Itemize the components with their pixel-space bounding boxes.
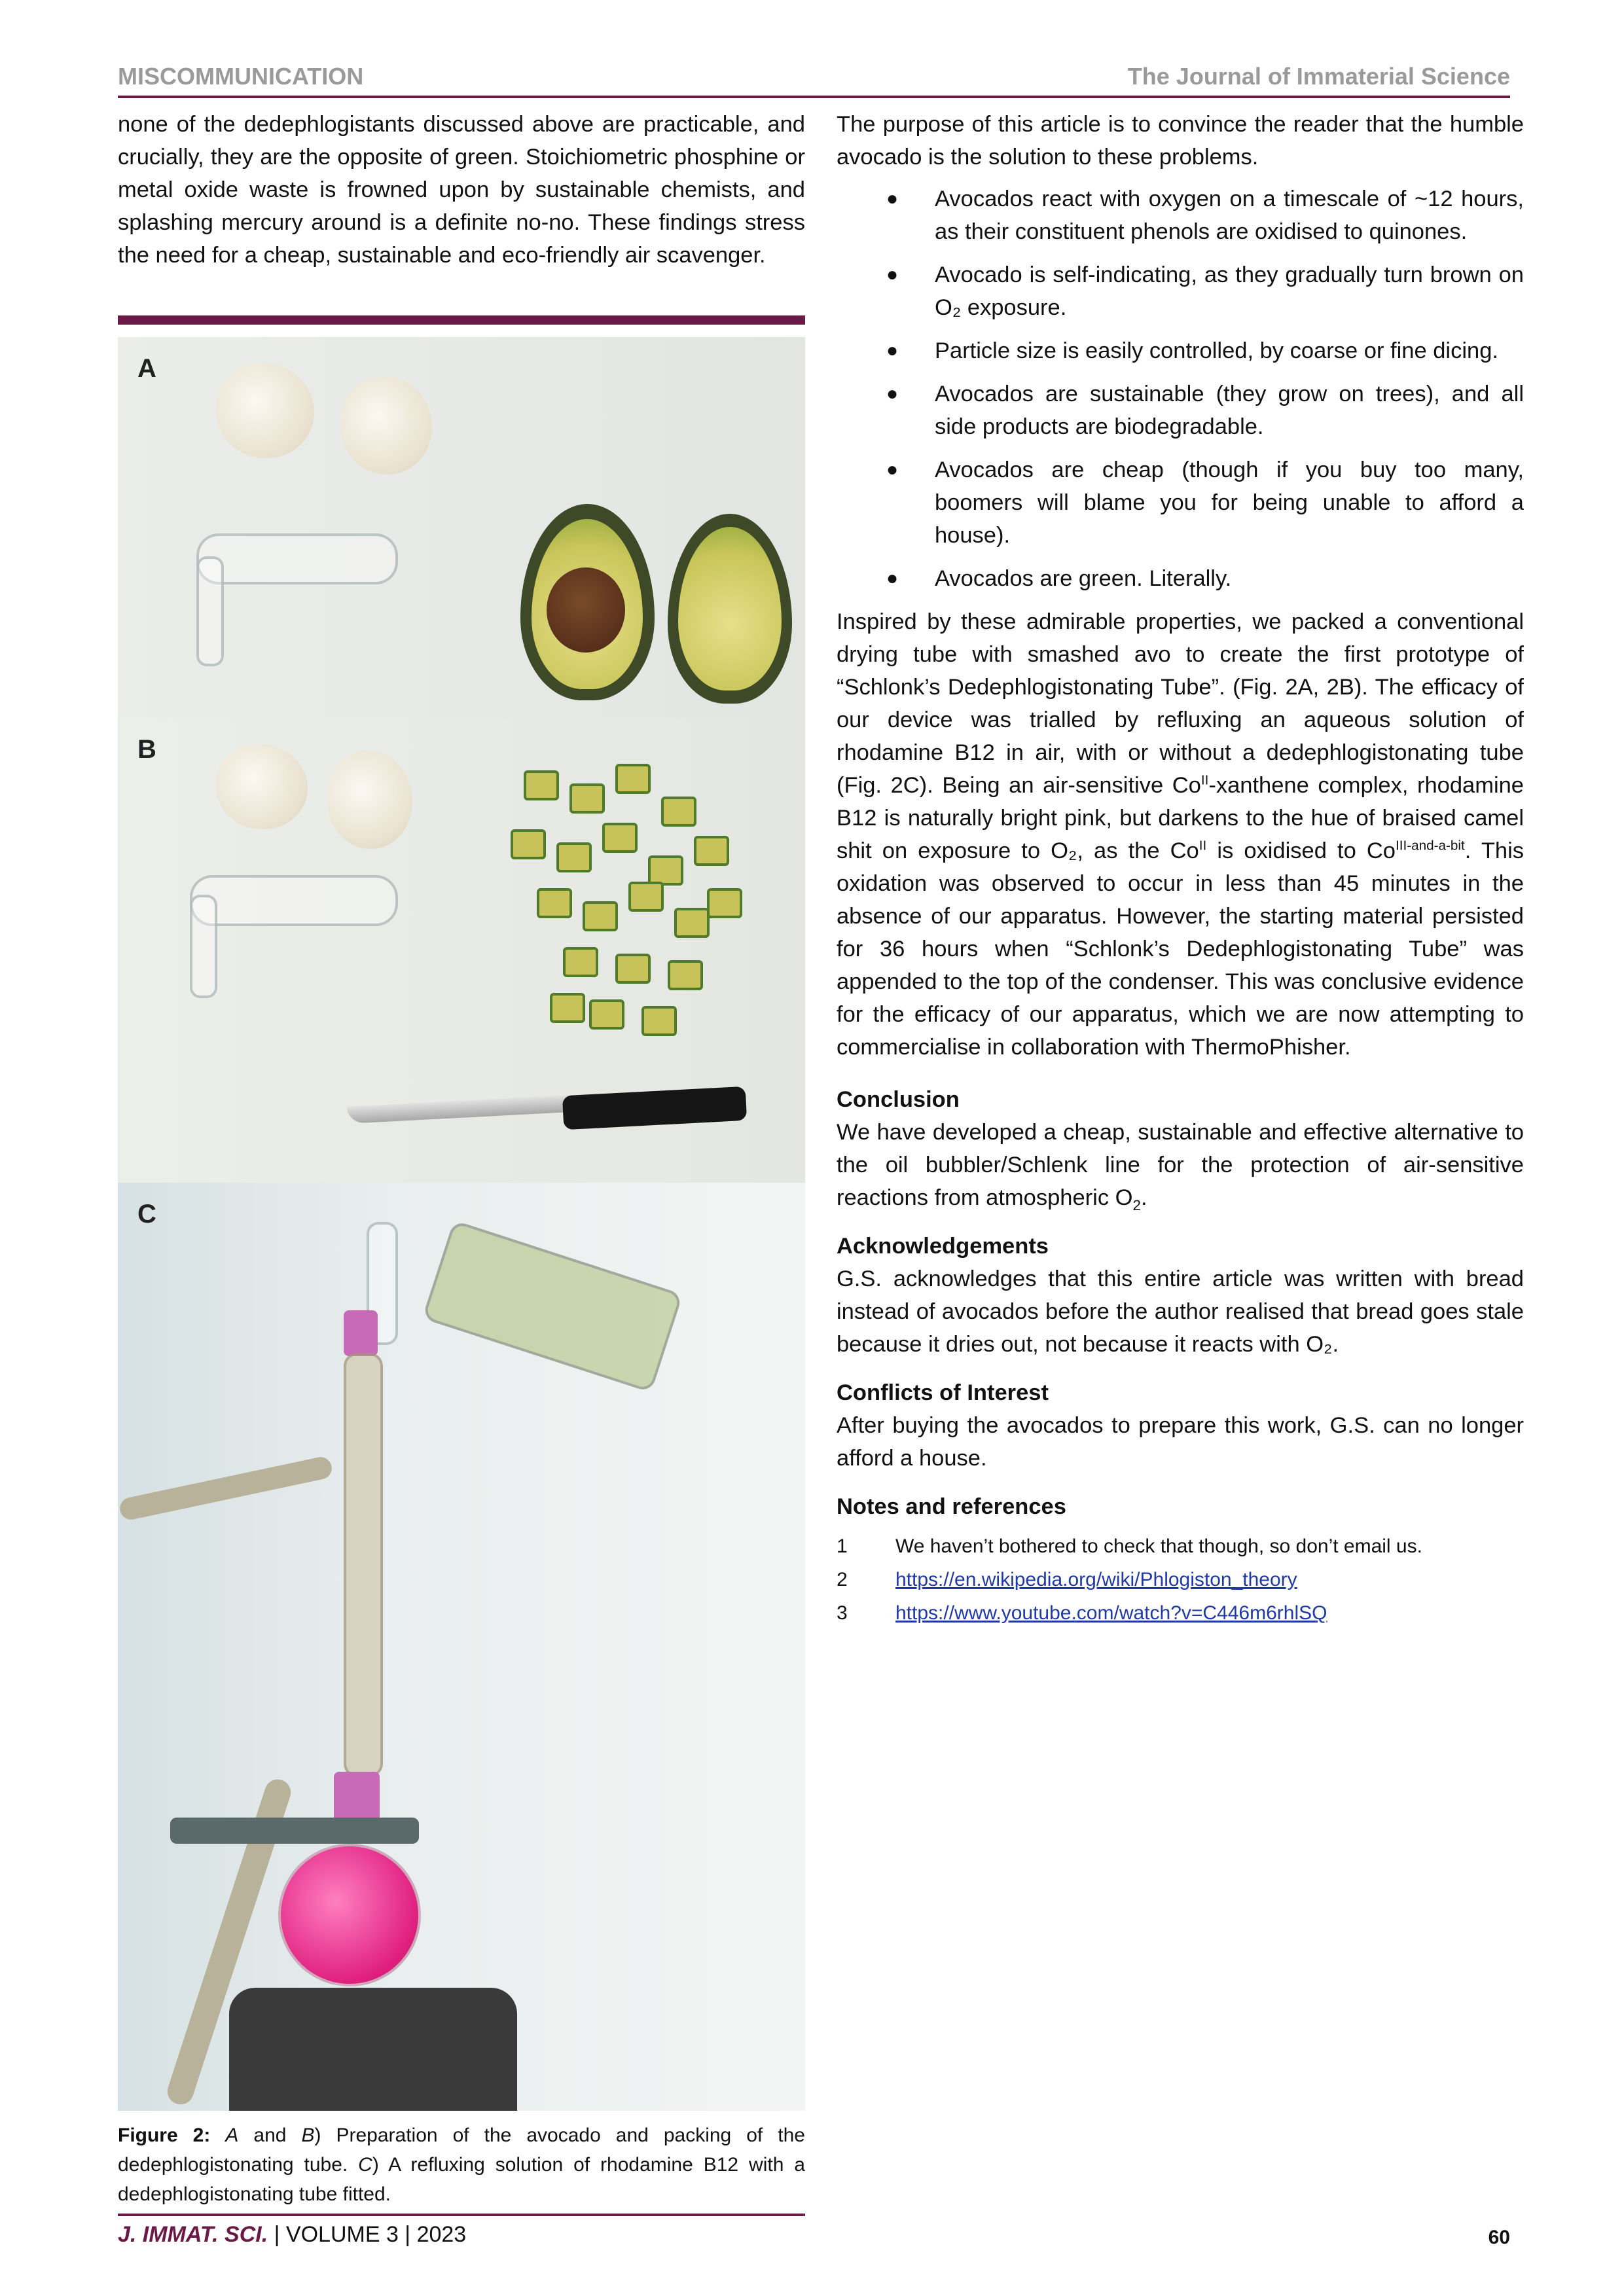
figure-caption xyxy=(118,2121,805,2209)
list-item: ● Avocados are cheap (though if you buy too many, boomers will blame you for being unable to afford a house). xyxy=(837,454,1524,552)
page-number: 60 xyxy=(1488,2227,1510,2248)
cotton-wool xyxy=(216,744,308,829)
acknowledgements-heading: Acknowledgements xyxy=(837,1234,1049,1259)
ground-glass-joint xyxy=(344,1310,378,1356)
conflicts-heading: Conflicts of Interest xyxy=(837,1380,1049,1405)
reference-link[interactable]: https://en.wikipedia.org/wiki/Phlogiston_theory xyxy=(895,1569,1297,1590)
caption-and: and xyxy=(238,2125,302,2146)
figure-panel-a xyxy=(118,337,805,718)
caption-ref-a: A xyxy=(225,2125,239,2146)
flask-joint xyxy=(334,1772,380,1824)
panel-label-a: A xyxy=(137,354,156,383)
figure-panel-c xyxy=(118,1183,805,2111)
footer-citation xyxy=(118,2222,466,2248)
water-hose xyxy=(118,1455,334,1522)
caption-rule xyxy=(118,2214,805,2216)
caption-ref-c: C xyxy=(358,2154,372,2176)
panel-label-c: C xyxy=(137,1200,156,1229)
running-header-journal: The Journal of Immaterial Science xyxy=(1127,63,1510,90)
references-list xyxy=(837,1530,1524,1630)
caption-text-1: ) Preparation of the avocado and packing of the dedephlogistonating tube. xyxy=(118,2125,805,2176)
drying-tube xyxy=(196,533,398,584)
purpose-paragraph: The purpose of this article is to convince the reader that the humble avocado is the solution to these problems. xyxy=(837,112,1524,170)
bullet-icon: ● xyxy=(886,264,899,285)
condenser xyxy=(344,1353,383,1777)
reference-link[interactable]: https://www.youtube.com/watch?v=C446m6rhlSQ xyxy=(895,1602,1327,1624)
conclusion-paragraph: We have developed a cheap, sustainable and effective alternative to the oil bubbler/Schlenk line for the protection of air-sensitive reactions from atmospheric $O_2$. xyxy=(837,1120,1524,1213)
header-rule xyxy=(118,96,1510,98)
knife-blade xyxy=(347,1095,570,1124)
cotton-wool xyxy=(216,363,314,458)
references-heading: Notes and references xyxy=(837,1494,1066,1519)
reference-item: 3 https://www.youtube.com/watch?v=C446m6rhlSQ xyxy=(837,1602,1327,1624)
hotplate-stirrer xyxy=(229,1988,517,2111)
left-column xyxy=(118,108,805,272)
left-column-rule xyxy=(118,315,805,325)
footer-journal-abbrev: J. IMMAT. SCI. xyxy=(118,2222,268,2247)
intro-paragraph: none of the dedephlogistants discussed above are practicable, and crucially, they are the opposite of green. Stoichiometric phosphine or metal oxide waste is frowned upon by sustainable chemists, and splashing mercury around is a definite no-no. These findings stress the need for a cheap, sustainable and eco-friendly air scavenger. xyxy=(118,112,805,268)
cotton-wool xyxy=(340,376,432,475)
reference-item: 1 We haven’t bothered to check that though, so don’t email us. xyxy=(837,1535,1422,1557)
panel-label-b: B xyxy=(137,735,156,764)
knife-handle xyxy=(562,1086,747,1130)
bullet-icon: ● xyxy=(886,188,899,209)
dedephlogistonating-tube xyxy=(422,1220,683,1393)
drying-tube-arm xyxy=(196,556,224,666)
properties-list xyxy=(837,183,1524,595)
figure-2 xyxy=(118,337,805,2111)
conflicts-paragraph: After buying the avocados to prepare this work, G.S. can no longer afford a house. xyxy=(837,1413,1524,1471)
figure-panel-b xyxy=(118,718,805,1183)
retort-clamp xyxy=(170,1818,419,1844)
acknowledgements-paragraph: G.S. acknowledges that this entire article was written with bread instead of avocados before the author realised that bread goes stale because it dries out, not because it reacts with O₂. xyxy=(837,1266,1524,1357)
list-item: ● Avocado is self-indicating, as they gradually turn brown on O₂ exposure. xyxy=(837,259,1524,324)
bullet-icon: ● xyxy=(886,567,899,589)
list-item: ● Avocados are green. Literally. xyxy=(837,562,1524,595)
cotton-wool xyxy=(327,751,412,849)
conclusion-heading: Conclusion xyxy=(837,1087,960,1112)
right-column xyxy=(837,108,1524,1630)
bullet-icon: ● xyxy=(886,340,899,361)
footer-volume-year: | VOLUME 3 | 2023 xyxy=(268,2222,467,2247)
caption-label: Figure 2: xyxy=(118,2125,211,2146)
avocado-seed xyxy=(547,567,625,653)
round-bottom-flask xyxy=(278,1844,421,1986)
caption-ref-b: B xyxy=(301,2125,315,2146)
list-item: ● Avocados are sustainable (they grow on trees), and all side products are biodegradable. xyxy=(837,378,1524,443)
caption-text-2: ) A refluxing solution of rhodamine B12 with a dedephlogistonating tube fitted. xyxy=(118,2154,805,2205)
reference-item: 2 https://en.wikipedia.org/wiki/Phlogiston_theory xyxy=(837,1569,1297,1590)
list-item: ● Avocados react with oxygen on a timescale of ~12 hours, as their constituent phenols are oxidised to quinones. xyxy=(837,183,1524,248)
drying-tube-arm xyxy=(190,895,217,998)
running-header-section: MISCOMMUNICATION xyxy=(118,63,364,90)
bullet-icon: ● xyxy=(886,459,899,480)
list-item: ● Particle size is easily controlled, by coarse or fine dicing. xyxy=(837,334,1524,367)
drying-tube xyxy=(190,875,398,926)
results-paragraph: Inspired by these admirable properties, we packed a conventional drying tube with smashed avo to create the first prototype of “Schlonk’s Dedephlogistonating Tube”. (Fig. 2A, 2B). The efficacy of our device was trialled by refluxing an aqueous solution of rhodamine B12 in air, with or without a dedephlogistonating tube (Fig. 2C). Being an air-sensitive $Co^{II}$-xanthene complex, rhodamine B12 is naturally bright pink, but darkens to the hue of braised camel shit on exposure to O₂, as the $Co^{II}$ is oxidised to $Co^{III-and-a-bit}$. This oxidation was observed to occur in less than 45 minutes in the absence of our apparatus. However, the starting material persisted for 36 hours when “Schlonk’s Dedephlogistonating Tube” was appended to the top of the condenser. This was conclusive evidence for the efficacy of our apparatus, which we are now attempting to commercialise in collaboration with ThermoPhisher. xyxy=(837,609,1524,1060)
bullet-icon: ● xyxy=(886,383,899,404)
